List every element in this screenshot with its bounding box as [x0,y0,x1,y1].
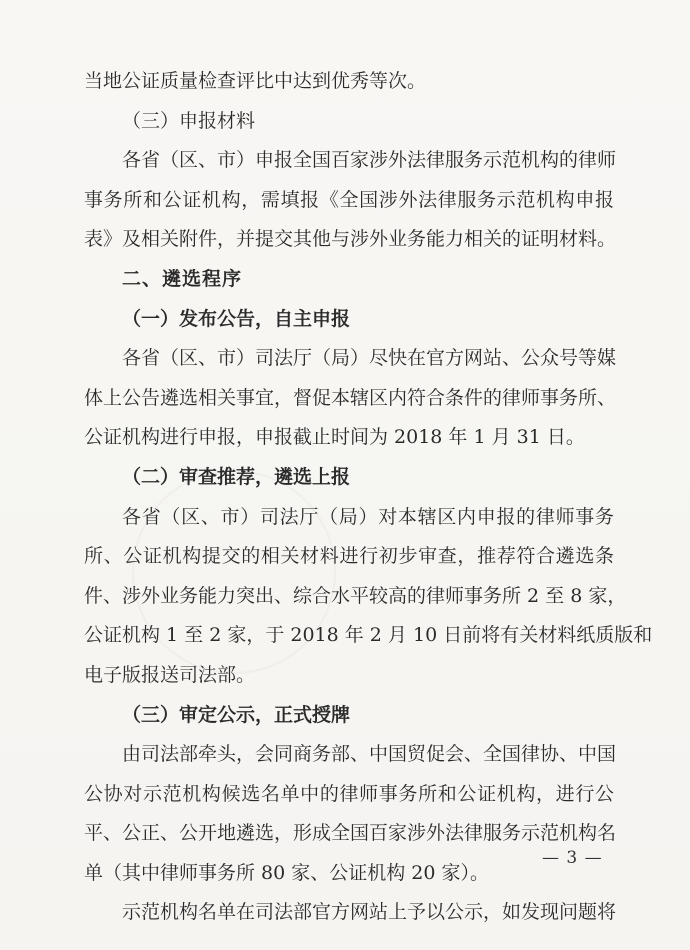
paragraph-line: 各省（区、市）司法厅（局）对本辖区内申报的律师事务 [122,505,614,528]
paragraph-line: 公证机构 1 至 2 家，于 2018 年 2 月 10 日前将有关材料纸质版和 [84,624,653,647]
paragraph-line: 电子版报送司法部。 [84,663,256,686]
paragraph-line: 件、涉外业务能力突出、综合水平较高的律师事务所 2 至 8 家， [84,584,627,607]
paragraph-line: 体上公告遴选相关事宜，督促本辖区内符合条件的律师事务所、 [84,386,617,409]
paragraph-line: 各省（区、市）申报全国百家涉外法律服务示范机构的律师 [122,149,617,172]
subsection-heading-review-recommend: （二）审查推荐，遴选上报 [122,465,351,488]
page-number: — 3 — [542,848,603,868]
paragraph-line: 各省（区、市）司法厅（局）尽快在官方网站、公众号等媒 [122,347,617,370]
paragraph-line: 由司法部牵头，会同商务部、中国贸促会、全国律协、中国 [122,743,617,766]
paragraph-line: 事务所和公证机构，需填报《全国涉外法律服务示范机构申报 [84,188,614,211]
paragraph-line: 单（其中律师事务所 80 家、公证机构 20 家）。 [84,861,490,884]
paragraph-line: 示范机构名单在司法部官方网站上予以公示，如发现问题将 [122,901,617,924]
document-body [84,62,653,933]
paragraph-line: 公协对示范机构候选名单中的律师事务所和公证机构，进行公 [84,782,614,805]
paragraph-line: 表》及相关附件，并提交其他与涉外业务能力相关的证明材料。 [84,228,617,251]
section-heading-application-materials: （三）申报材料 [122,109,256,132]
paragraph-line: 平、公正、公开地遴选，形成全国百家涉外法律服务示范机构名 [84,822,617,845]
paragraph-line: 公证机构进行申报，申报截止时间为 2018 年 1 月 31 日。 [84,426,585,449]
paragraph-continuation-line: 当地公证质量检查评比中达到优秀等次。 [84,70,427,92]
subsection-heading-announcement: （一）发布公告，自主申报 [122,307,351,330]
section-heading-selection-procedure: 二、遴选程序 [122,267,243,290]
paragraph-line: 所、公证机构提交的相关材料进行初步审查，推荐符合遴选条 [84,545,614,568]
subsection-heading-approval-publicity: （三）审定公示，正式授牌 [122,703,351,726]
